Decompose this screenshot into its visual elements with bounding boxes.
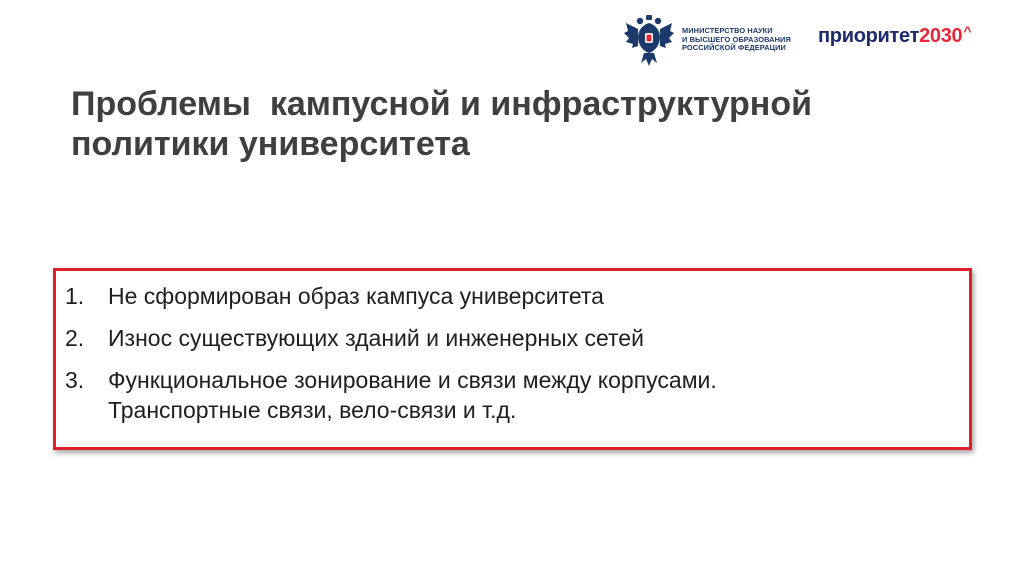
list-item bbox=[65, 281, 969, 311]
item-text: Функциональное зонирование и связи между корпусами. Транспортные связи, вело-связи и т.д. bbox=[108, 367, 717, 423]
eagle-emblem-icon bbox=[624, 13, 674, 67]
priority-mark: ^ bbox=[963, 23, 972, 39]
list-item bbox=[65, 323, 969, 353]
ministry-line: И ВЫСШЕГО ОБРАЗОВАНИЯ bbox=[682, 34, 791, 44]
item-text: Износ существующих зданий и инженерных сетей bbox=[108, 325, 644, 351]
ministry-line: РОССИЙСКОЙ ФЕДЕРАЦИИ bbox=[682, 43, 786, 53]
slide-title: Проблемы кампусной и инфраструктурной политики университета bbox=[71, 85, 813, 163]
ministry-line: МИНИСТЕРСТВО НАУКИ bbox=[682, 26, 773, 36]
priority-2030-logo bbox=[818, 24, 971, 49]
priority-year: 2030 bbox=[919, 25, 963, 47]
problems-list bbox=[56, 271, 969, 425]
priority-word: приоритет bbox=[818, 25, 920, 47]
list-item bbox=[65, 365, 969, 425]
item-text: Не сформирован образ кампуса университета bbox=[108, 283, 604, 309]
problems-box bbox=[53, 268, 972, 450]
ministry-logo bbox=[624, 12, 800, 68]
item-number: 2. bbox=[65, 325, 85, 351]
ministry-name bbox=[682, 27, 800, 53]
item-number: 3. bbox=[65, 367, 85, 393]
item-number: 1. bbox=[65, 283, 85, 309]
